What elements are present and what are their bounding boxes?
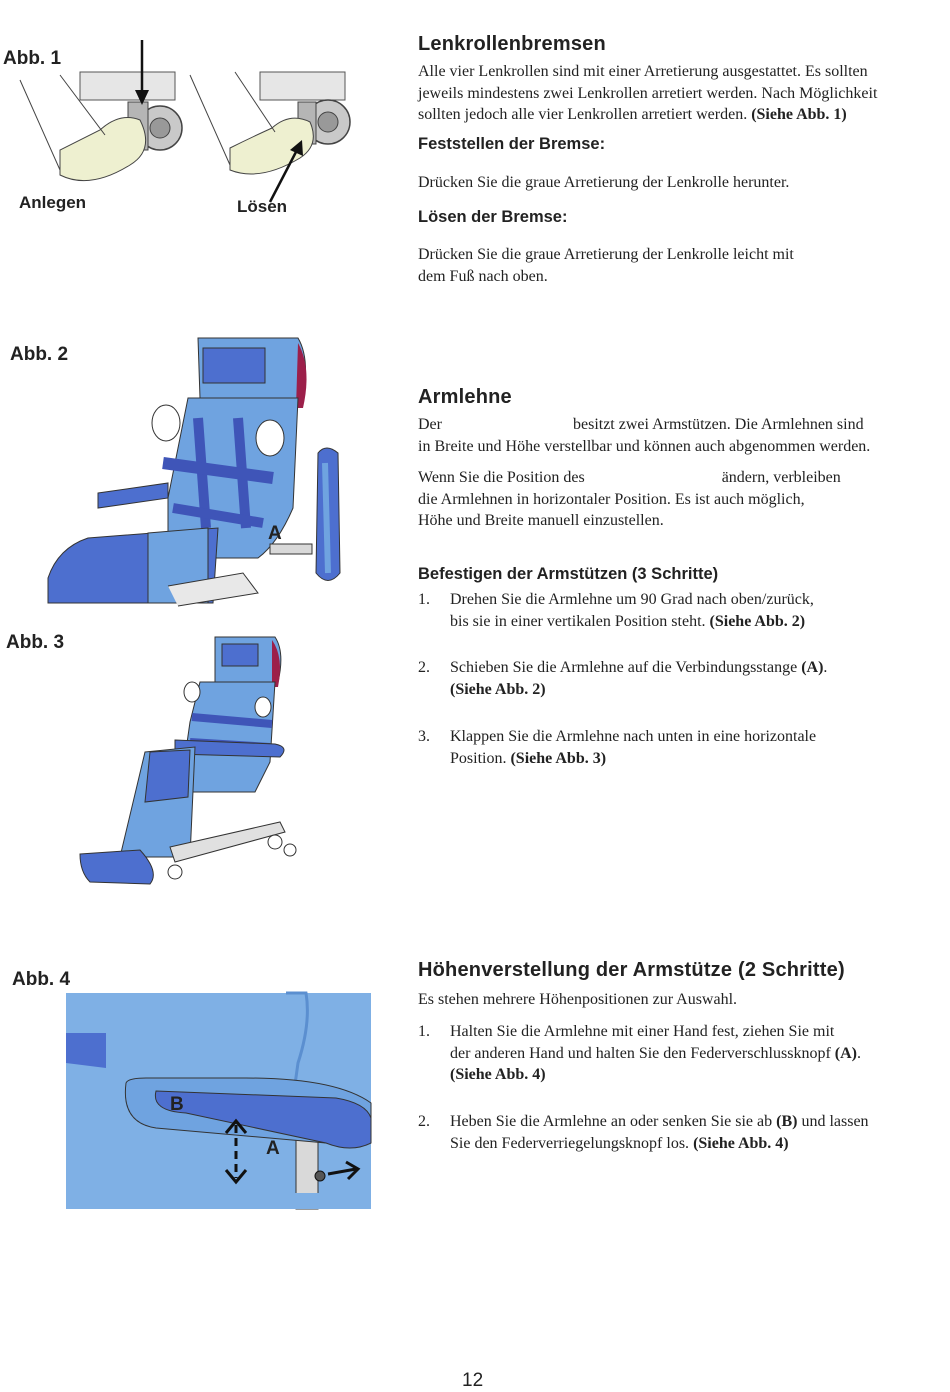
figure-2-chair-illustration <box>48 338 348 608</box>
befestigen-step-2: 2. Schieben Sie die Armlehne auf die Verbindungsstange (A). (Siehe Abb. 2) <box>418 659 828 698</box>
figure-1-label: Abb. 1 <box>3 48 62 69</box>
figure-3-label: Abb. 3 <box>6 632 65 653</box>
figure-3-chair-illustration <box>80 632 295 887</box>
feststellen-text: Drücken Sie die graue Arretierung der Lenkrolle herunter. <box>418 174 790 191</box>
steps-title-befestigen: Befestigen der Armstützen (3 Schritte) <box>418 565 719 583</box>
section-title-hoehenverstellung: Höhenverstellung der Armstütze (2 Schritte) <box>418 959 845 981</box>
loesen-text: Drücken Sie die graue Arretierung der Lenkrolle leicht mit dem Fuß nach oben. <box>418 246 794 285</box>
figure-1-illustration <box>20 40 350 210</box>
section-title-armlehne: Armlehne <box>418 386 512 408</box>
caption-loesen: Lösen <box>237 197 288 216</box>
hoehen-step-1: 1. Halten Sie die Armlehne mit einer Hand fest, ziehen Sie mit der anderen Hand und halten Sie den Federverschlussknopf (A). (Siehe Abb. 4) <box>418 1023 861 1083</box>
intro-line-2: jeweils mindestens zwei Lenkrollen arretiert werden. Nach Möglichkeit <box>418 84 878 102</box>
caption-anlegen: Anlegen <box>19 193 87 212</box>
figure-2-marker-a: A <box>268 523 282 544</box>
figure-4-marker-b: B <box>170 1094 184 1115</box>
armlehne-paragraph-1: Der besitzt zwei Armstützen. Die Armlehnen sind in Breite und Höhe verstellbar und können auch abgenommen werden. <box>418 416 871 455</box>
section1-intro <box>418 61 948 126</box>
foot-left <box>60 118 146 181</box>
subheading-feststellen: Feststellen der Bremse: <box>418 135 606 153</box>
befestigen-step-1: 1. Drehen Sie die Armlehne um 90 Grad nach oben/zurück, bis sie in einer vertikalen Position steht. (Siehe Abb. 2) <box>418 591 814 630</box>
section-title-lenkrollenbremsen: Lenkrollenbremsen <box>418 33 606 55</box>
hoehen-step-2: 2. Heben Sie die Armlehne an oder senken Sie sie ab (B) und lassen Sie den Federverriegelungsknopf los. (Siehe Abb. 4) <box>418 1113 869 1152</box>
figure-2-label: Abb. 2 <box>10 344 69 365</box>
subheading-loesen: Lösen der Bremse: <box>418 208 568 226</box>
intro-line-1: Alle vier Lenkrollen sind mit einer Arretierung ausgestattet. Es sollten <box>418 63 868 80</box>
page-number: 12 <box>462 1370 484 1391</box>
armlehne-paragraph-2: Wenn Sie die Position des ändern, verbleiben die Armlehnen in horizontaler Position. Es ist auch möglich, Höhe und Breite manuell einzustellen. <box>418 469 841 529</box>
hoehenverstellung-intro: Es stehen mehrere Höhenpositionen zur Auswahl. <box>418 991 738 1008</box>
figure-4-marker-a: A <box>266 1138 280 1159</box>
figure-4-label: Abb. 4 <box>12 969 71 990</box>
figure-4-armrest-illustration <box>66 993 371 1209</box>
befestigen-step-3: 3. Klappen Sie die Armlehne nach unten in eine horizontale Position. (Siehe Abb. 3) <box>418 728 817 767</box>
intro-line-3: sollten jedoch alle vier Lenkrollen arretiert werden. (Siehe Abb. 1) <box>418 106 847 123</box>
